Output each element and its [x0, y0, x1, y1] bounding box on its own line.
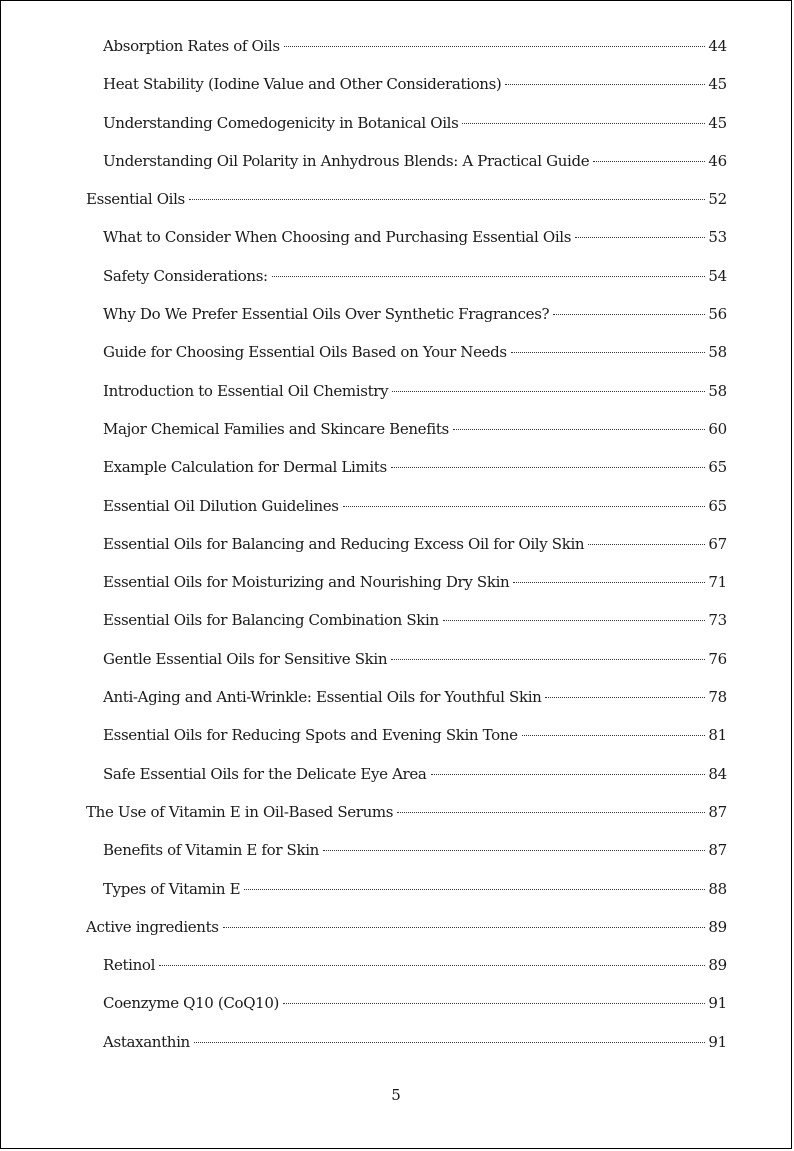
toc-dot-leader: [511, 352, 706, 353]
toc-entry-page-number: 71: [708, 573, 727, 592]
toc-entry[interactable]: [86, 688, 727, 726]
toc-entry[interactable]: [86, 1033, 727, 1071]
toc-entry[interactable]: [86, 880, 727, 918]
toc-dot-leader: [575, 237, 705, 238]
toc-entry-title: Absorption Rates of Oils: [103, 37, 280, 55]
toc-entry-page-number: 89: [708, 917, 727, 936]
toc-dot-leader: [397, 812, 705, 813]
toc-entry-page-number: 91: [708, 994, 727, 1013]
toc-entry-page-number: 91: [708, 1032, 727, 1051]
toc-dot-leader: [545, 697, 705, 698]
toc-entry[interactable]: [86, 305, 727, 343]
toc-dot-leader: [392, 391, 705, 392]
toc-entry-page-number: 67: [708, 534, 727, 553]
toc-entry[interactable]: [86, 458, 727, 496]
toc-entry[interactable]: [86, 611, 727, 649]
toc-entry-title: Benefits of Vitamin E for Skin: [103, 841, 319, 860]
toc-entry[interactable]: [86, 841, 727, 879]
toc-entry-page-number: 45: [708, 113, 727, 132]
toc-entry-page-number: 87: [708, 802, 727, 821]
toc-dot-leader: [431, 774, 706, 775]
toc-entry-page-number: 44: [708, 37, 727, 55]
toc-entry[interactable]: [86, 152, 727, 190]
toc-entry[interactable]: [86, 497, 727, 535]
toc-entry-page-number: 56: [708, 305, 727, 324]
toc-dot-leader: [443, 620, 706, 621]
toc-dot-leader: [272, 276, 706, 277]
toc-entry-title: Safety Considerations:: [103, 266, 268, 285]
toc-dot-leader: [513, 582, 705, 583]
toc-entry-title: Gentle Essential Oils for Sensitive Skin: [103, 649, 388, 668]
toc-dot-leader: [323, 850, 705, 851]
toc-entry[interactable]: [86, 573, 727, 611]
toc-entry-title: Heat Stability (Iodine Value and Other Considerations): [103, 75, 502, 94]
toc-entry-title: Understanding Oil Polarity in Anhydrous Blends: A Practical Guide: [103, 151, 590, 170]
toc-entry-title: Guide for Choosing Essential Oils Based on Your Needs: [103, 343, 507, 362]
toc-entry-title: The Use of Vitamin E in Oil-Based Serums: [86, 802, 394, 821]
toc-entry-page-number: 52: [708, 190, 727, 209]
toc-entry-title: Essential Oils for Moisturizing and Nourishing Dry Skin: [103, 573, 510, 592]
toc-entry[interactable]: [86, 75, 727, 113]
toc-entry-title: Types of Vitamin E: [103, 879, 241, 898]
toc-entry-page-number: 84: [708, 764, 727, 783]
toc-entry-title: Major Chemical Families and Skincare Benefits: [103, 419, 449, 438]
toc-entry-page-number: 45: [708, 75, 727, 94]
toc-entry-page-number: 87: [708, 841, 727, 860]
toc-entry-title: Example Calculation for Dermal Limits: [103, 458, 387, 477]
toc-entry-page-number: 89: [708, 956, 727, 975]
page-number: 5: [391, 1086, 401, 1104]
toc-entry[interactable]: [86, 765, 727, 803]
toc-entry-page-number: 58: [708, 343, 727, 362]
toc-entry-page-number: 65: [708, 496, 727, 515]
toc-entry-title: Astaxanthin: [103, 1032, 190, 1051]
toc-entry[interactable]: [86, 382, 727, 420]
toc-entry-page-number: 65: [708, 458, 727, 477]
toc-entry[interactable]: [86, 535, 727, 573]
toc-entry[interactable]: [86, 994, 727, 1032]
toc-entry-page-number: 54: [708, 266, 727, 285]
toc-entry-title: Retinol: [103, 956, 156, 975]
toc-entry[interactable]: [86, 420, 727, 458]
toc-entry[interactable]: [86, 267, 727, 305]
toc-entry[interactable]: [86, 726, 727, 764]
toc-entry-title: Introduction to Essential Oil Chemistry: [103, 381, 389, 400]
toc-entry-page-number: 60: [708, 419, 727, 438]
toc-dot-leader: [194, 1042, 705, 1043]
toc-entry[interactable]: [86, 956, 727, 994]
toc-dot-leader: [343, 506, 706, 507]
toc-entry[interactable]: [86, 343, 727, 381]
toc-dot-leader: [283, 1003, 705, 1004]
toc-entry-title: What to Consider When Choosing and Purchasing Essential Oils: [103, 228, 572, 247]
toc-dot-leader: [391, 659, 705, 660]
toc-entry-title: Safe Essential Oils for the Delicate Eye Area: [103, 764, 427, 783]
toc-entry-title: Active ingredients: [86, 917, 219, 936]
toc-entry-page-number: 46: [708, 151, 727, 170]
toc-entry[interactable]: [86, 803, 727, 841]
toc-entry-title: Essential Oils: [86, 190, 185, 209]
toc-entry-title: Anti-Aging and Anti-Wrinkle: Essential Oils for Youthful Skin: [103, 688, 542, 707]
toc-entry-page-number: 76: [708, 649, 727, 668]
toc-dot-leader: [453, 429, 705, 430]
toc-dot-leader: [462, 123, 705, 124]
toc-dot-leader: [593, 161, 705, 162]
toc-dot-leader: [553, 314, 705, 315]
toc-dot-leader: [588, 544, 705, 545]
toc-entry[interactable]: [86, 650, 727, 688]
toc-entry-page-number: 73: [708, 611, 727, 630]
toc-entry-title: Coenzyme Q10 (CoQ10): [103, 994, 280, 1013]
toc-entry-page-number: 78: [708, 688, 727, 707]
toc-dot-leader: [223, 927, 706, 928]
toc-entry-title: Why Do We Prefer Essential Oils Over Synthetic Fragrances?: [103, 305, 550, 324]
toc-dot-leader: [505, 84, 705, 85]
toc-entry-title: Understanding Comedogenicity in Botanical Oils: [103, 113, 459, 132]
toc-entry-page-number: 53: [708, 228, 727, 247]
toc-entry[interactable]: [86, 228, 727, 266]
toc-entry-page-number: 88: [708, 879, 727, 898]
toc-entry-title: Essential Oils for Balancing and Reducing Excess Oil for Oily Skin: [103, 534, 585, 553]
toc-dot-leader: [189, 199, 705, 200]
toc-entry[interactable]: [86, 114, 727, 152]
toc-dot-leader: [522, 735, 706, 736]
toc-entry-title: Essential Oils for Reducing Spots and Evening Skin Tone: [103, 726, 518, 745]
toc-dot-leader: [391, 467, 706, 468]
toc-dot-leader: [284, 46, 706, 47]
toc-entry[interactable]: [86, 190, 727, 228]
table-of-contents: [86, 37, 727, 1071]
toc-entry-page-number: 81: [708, 726, 727, 745]
toc-entry-page-number: 58: [708, 381, 727, 400]
toc-dot-leader: [159, 965, 705, 966]
toc-entry[interactable]: [86, 918, 727, 956]
toc-dot-leader: [244, 889, 705, 890]
toc-entry-title: Essential Oils for Balancing Combination Skin: [103, 611, 439, 630]
toc-entry-title: Essential Oil Dilution Guidelines: [103, 496, 339, 515]
toc-entry[interactable]: [86, 37, 727, 75]
